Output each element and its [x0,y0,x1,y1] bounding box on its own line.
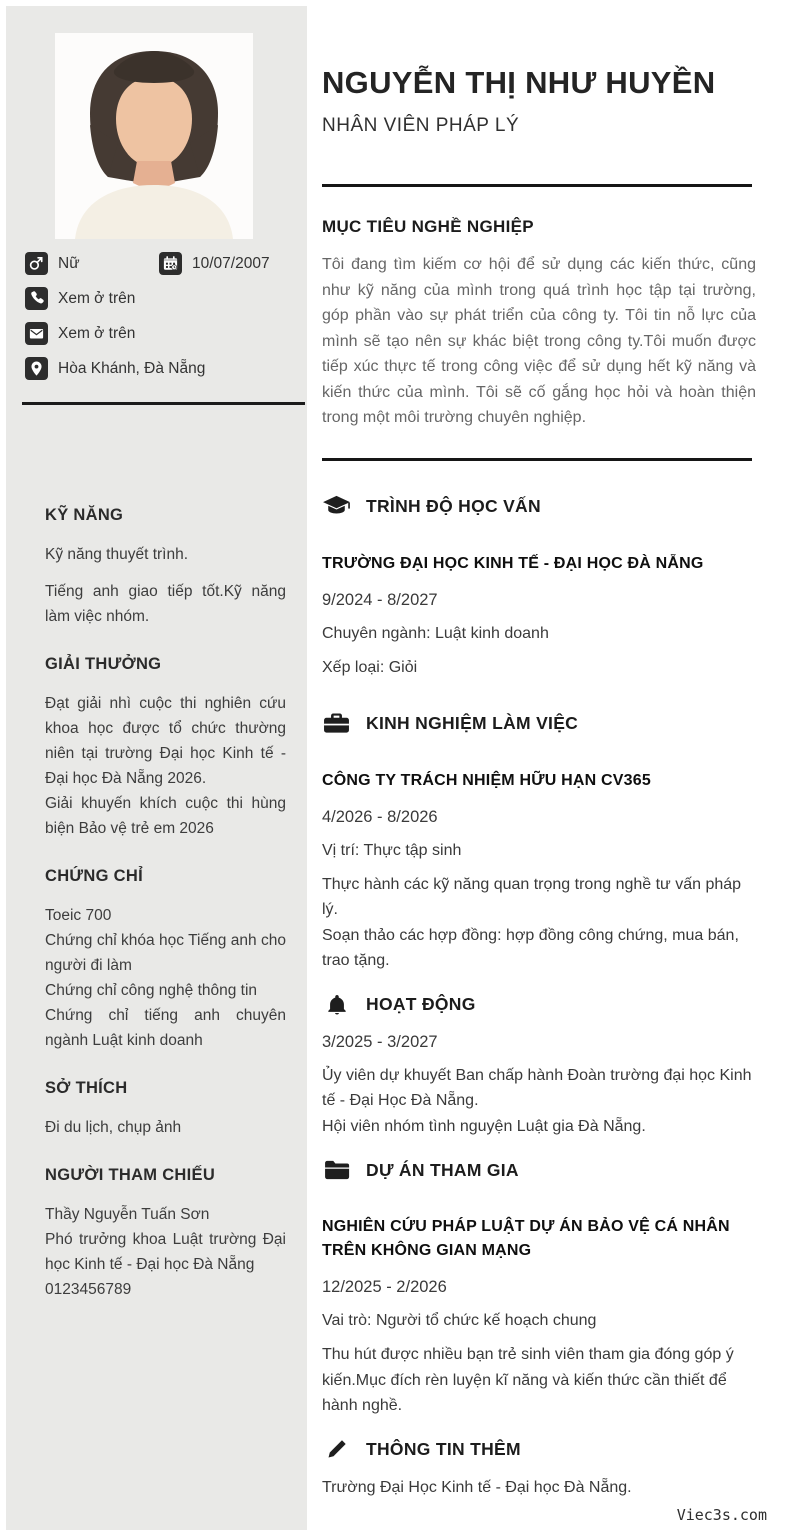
skills-heading: KỸ NĂNG [45,506,124,524]
certificate-item: Toeic 700 [45,907,112,924]
additional-title: THÔNG TIN THÊM [366,1439,521,1459]
hobby-item: Đi du lịch, chụp ảnh [45,1119,182,1136]
education-title: TRÌNH ĐỘ HỌC VẤN [366,496,541,516]
activities-title: HOẠT ĐỘNG [366,994,476,1014]
candidate-name: NGUYỄN THỊ NHƯ HUYỀN [322,65,716,100]
skills-item: Tiếng anh giao tiếp tốt.Kỹ năng làm việc nhóm. [45,583,286,625]
experience-position: Vị trí: Thực tập sinh [322,841,462,859]
section-activities [322,992,756,1140]
project-detail: Thu hút được nhiều bạn trẻ sinh viên tham gia đóng góp ý kiến.Mục đích rèn luyện kĩ năng và kiến thức cần thiết để hành nghề. [322,1346,734,1414]
bell-icon [322,992,351,1018]
activities-detail: Hội viên nhóm tình nguyện Luật gia Đà Nẵng. [322,1117,646,1135]
location-icon [25,357,48,380]
awards-item: Giải khuyến khích cuộc thi hùng biện Bảo vệ trẻ em 2026 [45,795,286,837]
contact-row-phone [25,287,295,310]
sidebar-divider [22,402,305,405]
projects-title: DỰ ÁN THAM GIA [366,1159,519,1180]
main-column [322,0,756,1498]
additional-text: Trường Đại Học Kinh tế - Đại học Đà Nẵng. [322,1478,632,1496]
gender-icon [25,252,48,275]
contact-dob: 10/07/2007 [192,254,270,272]
section-experience [322,711,756,974]
project-role: Vai trò: Người tổ chức kế hoạch chung [322,1312,597,1329]
section-additional [322,1437,756,1498]
certificate-item: Chứng chỉ khóa học Tiếng anh cho người đi làm [45,932,286,974]
skills-item: Kỹ năng thuyết trình. [45,546,189,563]
education-period: 9/2024 - 8/2027 [322,590,438,609]
folder-icon [322,1157,351,1183]
objective-text: Tôi đang tìm kiếm cơ hội để sử dụng các kiến thức, cũng như kỹ năng của mình trong quá trình học tập tại trường, góp phần vào sự phát triển của công ty. Tôi tin nỗ lực của mình sẽ tạo nên sự khác biệt trong công ty.Tôi muốn được tiếp xúc thực tế trong công việc để sử dụng hết kỹ năng và kiến thức của mình. Tôi sẽ cố gắng học hỏi và hoàn thiện trong một môi trường chuyên nghiệp. [322,256,756,426]
activities-detail: Ủy viên dự khuyết Ban chấp hành Đoàn trường đại học Kinh tế - Đại Học Đà Nẵng. [322,1066,752,1109]
experience-title: KINH NGHIỆM LÀM VIỆC [366,713,579,733]
contact-email: Xem ở trên [58,324,136,342]
contact-address: Hòa Khánh, Đà Nẵng [58,359,206,377]
phone-icon [25,287,48,310]
project-name: NGHIÊN CỨU PHÁP LUẬT DỰ ÁN BẢO VỆ CÁ NHÂN TRÊN KHÔNG GIAN MẠNG [322,1218,730,1259]
education-school: TRƯỜNG ĐẠI HỌC KINH TẾ - ĐẠI HỌC ĐÀ NẴNG [322,554,704,572]
contact-gender: Nữ [58,254,80,272]
reference-phone: 0123456789 [45,1281,132,1298]
experience-company: CÔNG TY TRÁCH NHIỆM HỮU HẠN CV365 [322,771,651,789]
pencil-icon [322,1437,351,1463]
section-education [322,494,756,678]
experience-detail: Thực hành các kỹ năng quan trọng trong nghề tư vấn pháp lý. [322,875,742,918]
section-projects [322,1157,756,1419]
contact-phone: Xem ở trên [58,289,136,307]
experience-detail: Soạn thảo các hợp đồng: hợp đồng công chứng, mua bán, trao tặng. [322,926,739,969]
divider-line [322,184,752,187]
hobbies-heading: SỞ THÍCH [45,1079,128,1097]
reference-name: Thầy Nguyễn Tuấn Sơn [45,1206,210,1223]
calendar-icon [159,252,182,275]
sidebar-sections [45,506,286,1302]
contact-row-email [25,322,295,345]
experience-period: 4/2026 - 8/2026 [322,807,438,826]
reference-position: Phó trưởng khoa Luật trường Đại học Kinh tế - Đại học Đà Nẵng [45,1231,286,1273]
contact-block [25,252,295,392]
divider-line [322,458,752,461]
certificate-item: Chứng chỉ công nghệ thông tin [45,982,258,999]
graduation-cap-icon [322,494,351,520]
candidate-job-title: NHÂN VIÊN PHÁP LÝ [322,115,520,136]
profile-photo [55,33,253,239]
contact-row-address [25,357,295,380]
project-period: 12/2025 - 2/2026 [322,1278,447,1296]
objective-heading: MỤC TIÊU NGHỀ NGHIỆP [322,217,534,236]
awards-item: Đạt giải nhì cuộc thi nghiên cứu khoa học được tổ chức thường niên tại trường Đại học Kinh tế - Đại học Đà Nẵng 2026. [45,695,286,787]
watermark: Viec3s.com [676,1506,767,1524]
contact-row-gender-dob [25,252,295,275]
certificate-item: Chứng chỉ tiếng anh chuyên ngành Luật kinh doanh [45,1007,286,1049]
certificates-heading: CHỨNG CHỈ [45,867,143,885]
education-grade: Xếp loại: Giỏi [322,658,418,676]
activities-period: 3/2025 - 3/2027 [322,1032,438,1051]
education-major: Chuyên ngành: Luật kinh doanh [322,624,549,642]
briefcase-icon [322,711,351,737]
awards-heading: GIẢI THƯỞNG [45,655,162,673]
email-icon [25,322,48,345]
references-heading: NGƯỜI THAM CHIẾU [45,1166,216,1184]
sidebar [6,6,307,1530]
